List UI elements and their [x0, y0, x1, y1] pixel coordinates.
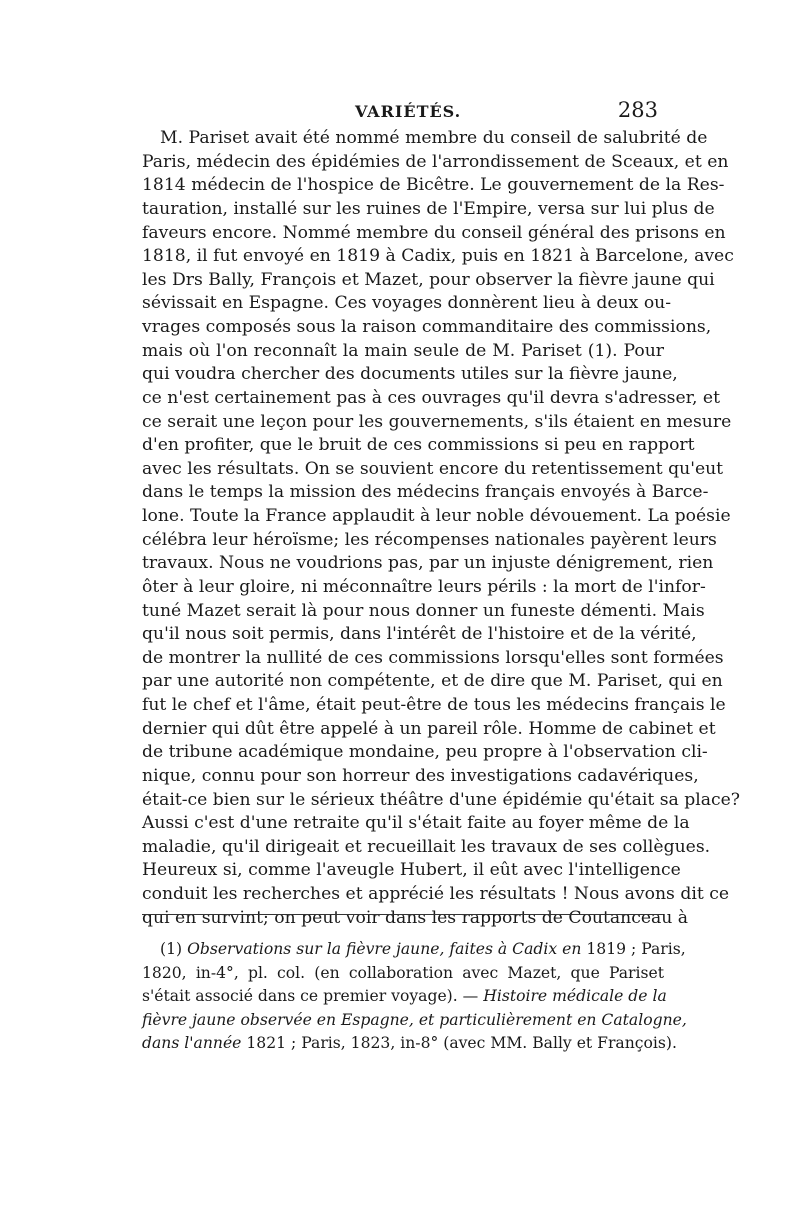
- footnote-text: 1821 ; Paris, 1823, in-8° (avec MM. Bally et François).: [246, 1034, 677, 1052]
- text-line: d'en profiter, que le bruit de ces commissions si peu en rapport: [142, 435, 695, 456]
- text-line: tuné Mazet serait là pour nous donner un funeste démenti. Mais: [142, 600, 705, 621]
- footnote-year: 1819 ; Paris,: [586, 940, 686, 958]
- footnote-line: [142, 1032, 677, 1056]
- text-line: travaux. Nous ne voudrions pas, par un injuste dénigrement, rien: [142, 553, 714, 574]
- footnote-marker: (1): [160, 940, 183, 958]
- text-line: dernier qui dût être appelé à un pareil rôle. Homme de cabinet et: [142, 718, 716, 739]
- text-line: qu'il nous soit permis, dans l'intérêt de l'histoire et de la vérité,: [142, 624, 697, 645]
- text-line: fut le chef et l'âme, était peut-être de tous les médecins français le: [142, 695, 726, 715]
- text-line: Aussi c'est d'une retraite qu'il s'était faite au foyer même de la: [142, 813, 690, 834]
- text-line: était-ce bien sur le sérieux théâtre d'une épidémie qu'était sa place?: [142, 789, 741, 810]
- text-line: dans le temps la mission des médecins français envoyés à Barce-: [142, 482, 709, 503]
- footnote-line: [142, 1009, 687, 1033]
- footnote-rule: [142, 914, 662, 915]
- text-line: ôter à leur gloire, ni méconnaître leurs périls : la mort de l'infor-: [142, 576, 706, 597]
- text-line: 1814 médecin de l'hospice de Bicêtre. Le gouvernement de la Res-: [142, 175, 725, 196]
- text-line: maladie, qu'il dirigeait et recueillait les travaux de ses collègues.: [142, 836, 711, 857]
- text-line: Heureux si, comme l'aveugle Hubert, il eût avec l'intelligence: [142, 860, 681, 881]
- text-line: qui voudra chercher des documents utiles sur la fièvre jaune,: [142, 364, 678, 385]
- text-line: de tribune académique mondaine, peu propre à l'observation cli-: [142, 742, 708, 763]
- footnote-title: Histoire médicale de la: [483, 987, 667, 1005]
- text-line: par une autorité non compétente, et de dire que M. Pariset, qui en: [142, 671, 723, 692]
- text-line: avec les résultats. On se souvient encore du retentissement qu'eut: [142, 458, 724, 479]
- text-line: mais où l'on reconnaît la main seule de M. Pariset (1). Pour: [142, 340, 664, 361]
- text-line: qui en survint; on peut voir dans les rapports de Coutanceau à: [142, 907, 689, 928]
- text-line: lone. Toute la France applaudit à leur noble dévouement. La poésie: [142, 506, 731, 526]
- text-line: 1818, il fut envoyé en 1819 à Cadix, puis en 1821 à Barcelone, avec: [142, 246, 734, 267]
- body-text: [142, 127, 741, 930]
- footnote-line: [142, 938, 686, 962]
- footnote-line: 1820, in-4°, pl. col. (en collaboration avec Mazet, que Pariset: [142, 963, 664, 982]
- text-line: ce n'est certainement pas à ces ouvrages qu'il devra s'adresser, et: [142, 387, 720, 408]
- text-line: les Drs Bally, François et Mazet, pour observer la fièvre jaune qui: [142, 269, 715, 290]
- text-line: sévissait en Espagne. Ces voyages donnèrent lieu à deux ou-: [142, 293, 672, 314]
- text-line: faveurs encore. Nommé membre du conseil général des prisons en: [142, 222, 726, 243]
- text-line: célébra leur héroïsme; les récompenses nationales payèrent leurs: [142, 529, 717, 550]
- footnote-title: fièvre jaune observée en Espagne, et particulièrement en Catalogne,: [142, 1010, 687, 1029]
- text-line: de montrer la nullité de ces commissions lorsqu'elles sont formées: [142, 647, 724, 668]
- footnote-line: [142, 985, 667, 1009]
- text-line: nique, connu pour son horreur des investigations cadavériques,: [142, 765, 699, 786]
- footnote-title: dans l'année: [142, 1034, 242, 1052]
- footnote-title: Observations sur la fièvre jaune, faites à Cadix en: [187, 940, 582, 958]
- text-line: vrages composés sous la raison commanditaire des commissions,: [142, 317, 712, 337]
- text-line: Paris, médecin des épidémies de l'arrondissement de Sceaux, et en: [142, 151, 729, 172]
- page-number: 283: [617, 98, 658, 122]
- text-line: tauration, installé sur les ruines de l'Empire, versa sur lui plus de: [142, 198, 715, 219]
- footnote: [142, 938, 687, 1056]
- text-line: M. Pariset avait été nommé membre du conseil de salubrité de: [160, 128, 708, 148]
- running-title: VARIÉTÉS.: [355, 102, 462, 121]
- text-line: ce serait une leçon pour les gouvernements, s'ils étaient en mesure: [142, 411, 732, 432]
- footnote-text: s'était associé dans ce premier voyage). —: [142, 987, 479, 1005]
- text-line: conduit les recherches et apprécié les résultats ! Nous avons dit ce: [142, 884, 730, 904]
- running-head: [142, 98, 658, 128]
